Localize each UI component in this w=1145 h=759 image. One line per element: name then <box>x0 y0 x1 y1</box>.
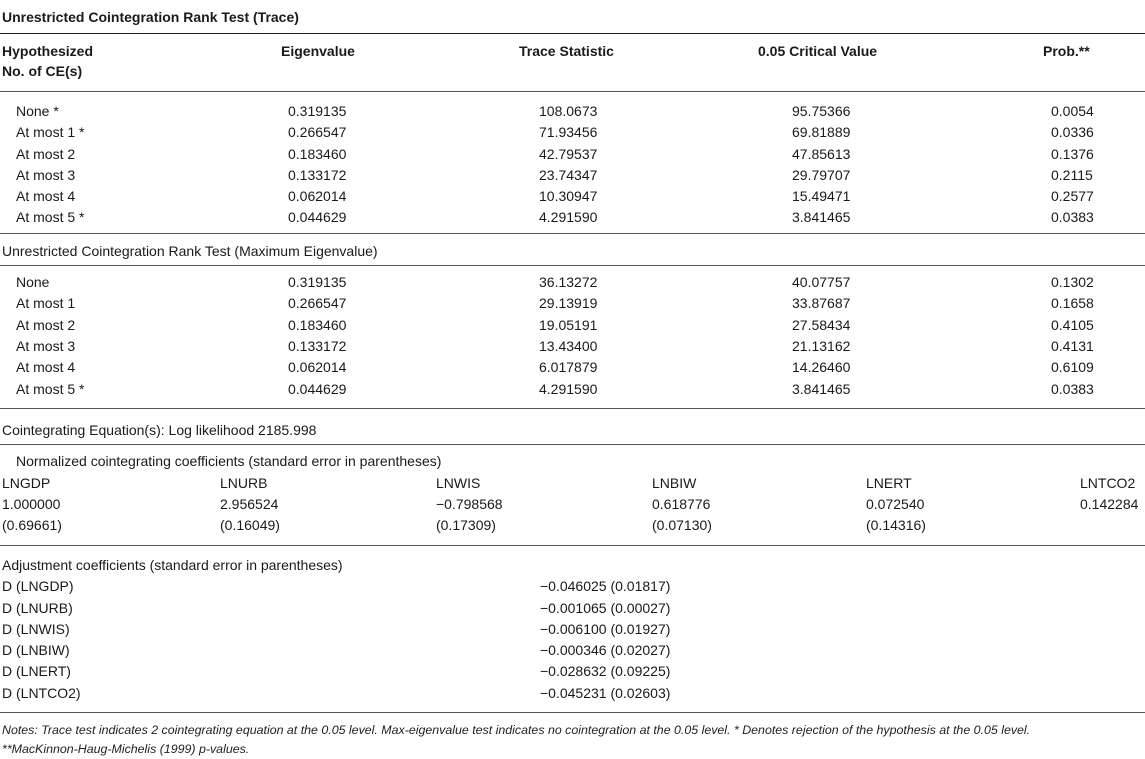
table-cell: 0.062014 <box>288 359 347 375</box>
coefficient-value: −0.798568 <box>436 496 503 512</box>
adjustment-value: −0.000346 (0.02027) <box>540 642 671 658</box>
coefficient-value: 0.142284 <box>1080 496 1139 512</box>
table-cell: 0.183460 <box>288 146 347 162</box>
table-cell: 0.183460 <box>288 317 347 333</box>
table-cell: 0.2577 <box>1051 188 1094 204</box>
divider <box>0 33 1145 34</box>
table-cell: 0.4131 <box>1051 338 1094 354</box>
table-cell: 4.291590 <box>539 381 598 397</box>
adjustment-variable: D (LNBIW) <box>2 642 70 658</box>
table-cell: 0.062014 <box>288 188 347 204</box>
standard-error-value: (0.14316) <box>866 517 926 533</box>
table-cell: 6.017879 <box>539 359 598 375</box>
table-cell: 0.133172 <box>288 338 347 354</box>
table-cell: 3.841465 <box>792 209 851 225</box>
standard-error-value: (0.17309) <box>436 517 496 533</box>
table-cell: 0.6109 <box>1051 359 1094 375</box>
table-cell: 19.05191 <box>539 317 598 333</box>
table-cell: None * <box>16 103 59 119</box>
normalized-coefficients-title: Normalized cointegrating coefficients (standard error in parentheses) <box>16 453 442 469</box>
adjustment-variable: D (LNGDP) <box>2 578 74 594</box>
table-cell: 0.0336 <box>1051 124 1094 140</box>
table-cell: 15.49471 <box>792 188 851 204</box>
divider <box>0 91 1145 92</box>
table-cell: 13.43400 <box>539 338 598 354</box>
table-cell: 0.0383 <box>1051 209 1094 225</box>
table-cell: 0.4105 <box>1051 317 1094 333</box>
table-cell: 0.0383 <box>1051 381 1094 397</box>
table-cell: 0.319135 <box>288 274 347 290</box>
table-cell: 0.319135 <box>288 103 347 119</box>
table-cell: 10.30947 <box>539 188 598 204</box>
variable-header: LNGDP <box>2 475 51 491</box>
table-cell: 71.93456 <box>539 124 598 140</box>
divider <box>0 233 1145 234</box>
divider <box>0 265 1145 266</box>
table-cell: 33.87687 <box>792 295 851 311</box>
table-cell: 0.044629 <box>288 381 347 397</box>
adjustment-variable: D (LNWIS) <box>2 621 70 637</box>
divider <box>0 712 1145 713</box>
header-eigenvalue: Eigenvalue <box>281 43 355 59</box>
table-cell: At most 1 <box>16 295 76 311</box>
table-cell: At most 4 <box>16 359 76 375</box>
table-cell: 29.13919 <box>539 295 598 311</box>
table-cell: 69.81889 <box>792 124 851 140</box>
table-cell: 40.07757 <box>792 274 851 290</box>
adjustment-variable: D (LNERT) <box>2 663 71 679</box>
table-notes <box>2 721 1142 759</box>
table-title: Unrestricted Cointegration Rank Test (Trace) <box>2 9 299 25</box>
table-cell: 0.1376 <box>1051 146 1094 162</box>
coefficient-value: 2.956524 <box>220 496 279 512</box>
table-cell: 3.841465 <box>792 381 851 397</box>
header-critical-value: 0.05 Critical Value <box>758 43 878 59</box>
coefficient-value: 0.618776 <box>652 496 711 512</box>
variable-header: LNTCO2 <box>1080 475 1136 491</box>
variable-header: LNERT <box>866 475 912 491</box>
table-cell: 0.266547 <box>288 295 347 311</box>
adjustment-value: −0.045231 (0.02603) <box>540 685 671 701</box>
table-cell: 0.2115 <box>1051 167 1093 183</box>
cointegrating-equation-label: Cointegrating Equation(s): Log likelihood 2185.998 <box>2 422 317 438</box>
header-hypothesized: Hypothesized <box>2 43 94 59</box>
table-cell: 47.85613 <box>792 146 851 162</box>
table-cell: At most 3 <box>16 167 76 183</box>
table-cell: 29.79707 <box>792 167 851 183</box>
adjustment-variable: D (LNURB) <box>2 600 73 616</box>
table-cell: At most 1 * <box>16 124 85 140</box>
table-cell: At most 5 * <box>16 381 85 397</box>
adjustment-variable: D (LNTCO2) <box>2 685 81 701</box>
adjustment-value: −0.006100 (0.01927) <box>540 621 671 637</box>
coefficient-value: 1.000000 <box>2 496 61 512</box>
table-cell: 0.266547 <box>288 124 347 140</box>
adjustment-value: −0.028632 (0.09225) <box>540 663 671 679</box>
table-cell: At most 4 <box>16 188 76 204</box>
table-cell: 108.0673 <box>539 103 598 119</box>
table-cell: At most 3 <box>16 338 76 354</box>
divider <box>0 545 1145 546</box>
table-cell: 95.75366 <box>792 103 851 119</box>
table-cell: At most 5 * <box>16 209 85 225</box>
table-cell: 0.044629 <box>288 209 347 225</box>
variable-header: LNBIW <box>652 475 697 491</box>
header-trace-statistic: Trace Statistic <box>519 43 614 59</box>
adjustment-coefficients-title: Adjustment coefficients (standard error in parentheses) <box>2 557 343 573</box>
table-cell: At most 2 <box>16 146 76 162</box>
table-cell: 27.58434 <box>792 317 851 333</box>
table-cell: At most 2 <box>16 317 76 333</box>
divider <box>0 408 1145 409</box>
variable-header: LNWIS <box>436 475 481 491</box>
table-cell: 36.13272 <box>539 274 598 290</box>
table-cell: 21.13162 <box>792 338 851 354</box>
header-no-of-ce: No. of CE(s) <box>2 63 83 79</box>
adjustment-value: −0.046025 (0.01817) <box>540 578 671 594</box>
adjustment-value: −0.001065 (0.00027) <box>540 600 671 616</box>
standard-error-value: (0.69661) <box>2 517 62 533</box>
table-cell: 42.79537 <box>539 146 598 162</box>
max-eigenvalue-title: Unrestricted Cointegration Rank Test (Maximum Eigenvalue) <box>2 243 378 259</box>
table-cell: 23.74347 <box>539 167 598 183</box>
standard-error-value: (0.16049) <box>220 517 280 533</box>
table-cell: 0.1302 <box>1051 274 1094 290</box>
coefficient-value: 0.072540 <box>866 496 925 512</box>
table-cell: 0.0054 <box>1051 103 1094 119</box>
table-cell: 0.133172 <box>288 167 347 183</box>
table-cell: 0.1658 <box>1051 295 1094 311</box>
divider <box>0 444 1145 445</box>
header-prob: Prob.** <box>1043 43 1090 59</box>
table-cell: 4.291590 <box>539 209 598 225</box>
variable-header: LNURB <box>220 475 268 491</box>
table-cell: 14.26460 <box>792 359 851 375</box>
table-cell: None <box>16 274 50 290</box>
notes-line-1: Notes: Trace test indicates 2 cointegrating equation at the 0.05 level. Max-eigenvalue test indicates no cointegration at the 0.05 level. * Denotes rejection of the hypothesis at the 0.05 level. <box>2 723 1031 737</box>
notes-line-2: **MacKinnon-Haug-Michelis (1999) p-values. <box>2 742 250 756</box>
standard-error-value: (0.07130) <box>652 517 712 533</box>
